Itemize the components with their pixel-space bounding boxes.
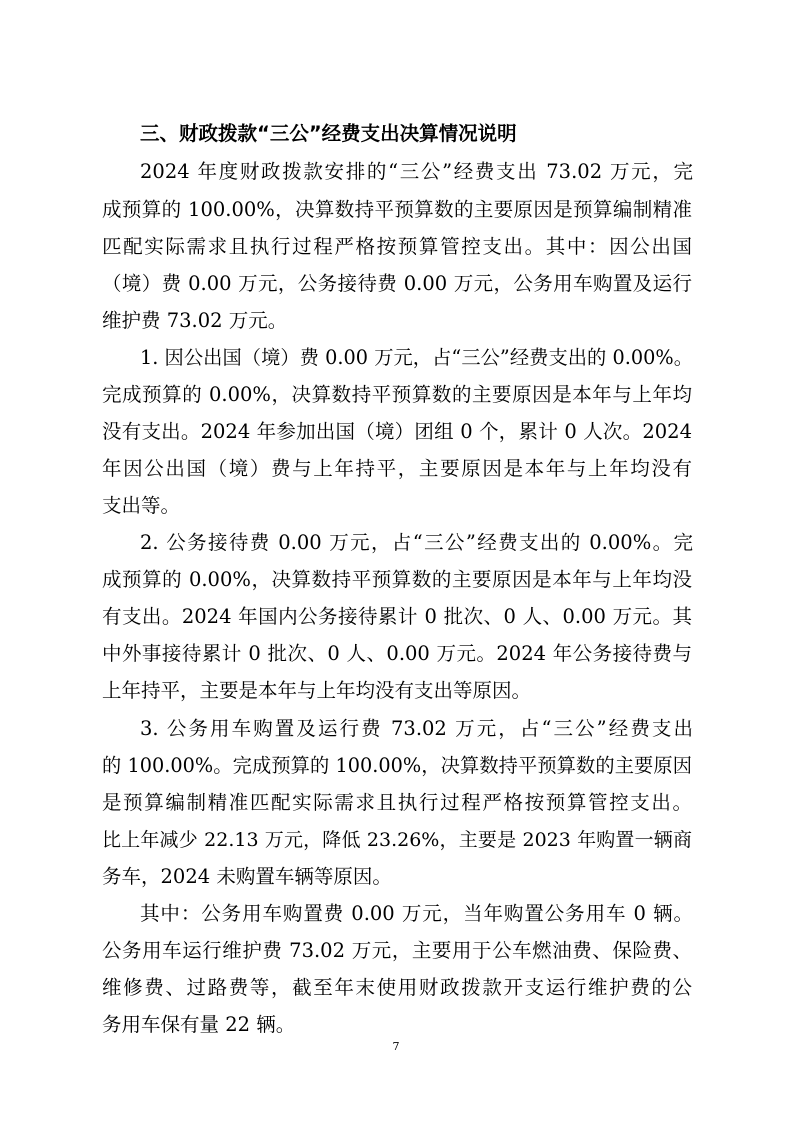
paragraph-4-line-3: 是预算编制精准匹配实际需求且执行过程严格按预算管控支出。 bbox=[102, 791, 692, 814]
paragraph-1-line-5: 维护费 73.02 万元。 bbox=[102, 309, 288, 332]
paragraph-2-line-5: 支出等。 bbox=[102, 494, 181, 517]
paragraph-3-line-2: 成预算的 0.00%，决算数持平预算数的主要原因是本年与上年均没 bbox=[102, 568, 692, 591]
paragraph-4-line-1: 3. 公务用车购置及运行费 73.02 万元，占“三公”经费支出 bbox=[140, 717, 693, 740]
paragraph-2-line-3: 没有支出。2024 年参加出国（境）团组 0 个，累计 0 人次。2024 bbox=[102, 420, 692, 443]
paragraph-5-line-1: 其中：公务用车购置费 0.00 万元，当年购置公务用车 0 辆。 bbox=[140, 902, 693, 925]
paragraph-3-line-1: 2. 公务接待费 0.00 万元，占“三公”经费支出的 0.00%。完 bbox=[140, 531, 693, 554]
paragraph-5-line-2: 公务用车运行维护费 73.02 万元，主要用于公车燃油费、保险费、 bbox=[102, 939, 692, 962]
paragraph-1-line-4: （境）费 0.00 万元，公务接待费 0.00 万元，公务用车购置及运行 bbox=[102, 272, 692, 295]
paragraph-3-line-4: 中外事接待累计 0 批次、0 人、0.00 万元。2024 年公务接待费与 bbox=[102, 642, 692, 665]
paragraph-3-line-3: 有支出。2024 年国内公务接待累计 0 批次、0 人、0.00 万元。其 bbox=[102, 605, 692, 628]
paragraph-1-line-3: 匹配实际需求且执行过程严格按预算管控支出。其中：因公出国 bbox=[102, 235, 692, 258]
paragraph-1-line-2: 成预算的 100.00%，决算数持平预算数的主要原因是预算编制精准 bbox=[102, 198, 692, 221]
section-heading: 三、财政拨款“三公”经费支出决算情况说明 bbox=[140, 122, 517, 145]
paragraph-4-line-4: 比上年减少 22.13 万元，降低 23.26%，主要是 2023 年购置一辆商 bbox=[102, 829, 692, 851]
page-number: 7 bbox=[392, 1040, 400, 1053]
paragraph-5-line-3: 维修费、过路费等，截至年末使用财政拨款开支运行维护费的公 bbox=[102, 976, 692, 999]
paragraph-1-line-1: 2024 年度财政拨款安排的“三公”经费支出 73.02 万元，完 bbox=[140, 160, 693, 183]
paragraph-4-line-5: 务车，2024 未购置车辆等原因。 bbox=[102, 865, 392, 888]
paragraph-2-line-4: 年因公出国（境）费与上年持平，主要原因是本年与上年均没有 bbox=[102, 457, 692, 480]
paragraph-2-line-1: 1. 因公出国（境）费 0.00 万元，占“三公”经费支出的 0.00%。 bbox=[140, 346, 693, 369]
paragraph-2-line-2: 完成预算的 0.00%，决算数持平预算数的主要原因是本年与上年均 bbox=[102, 383, 692, 406]
paragraph-3-line-5: 上年持平，主要是本年与上年均没有支出等原因。 bbox=[102, 679, 532, 702]
paragraph-4-line-2: 的 100.00%。完成预算的 100.00%，决算数持平预算数的主要原因 bbox=[102, 754, 692, 777]
paragraph-5-line-4: 务用车保有量 22 辆。 bbox=[102, 1013, 296, 1036]
